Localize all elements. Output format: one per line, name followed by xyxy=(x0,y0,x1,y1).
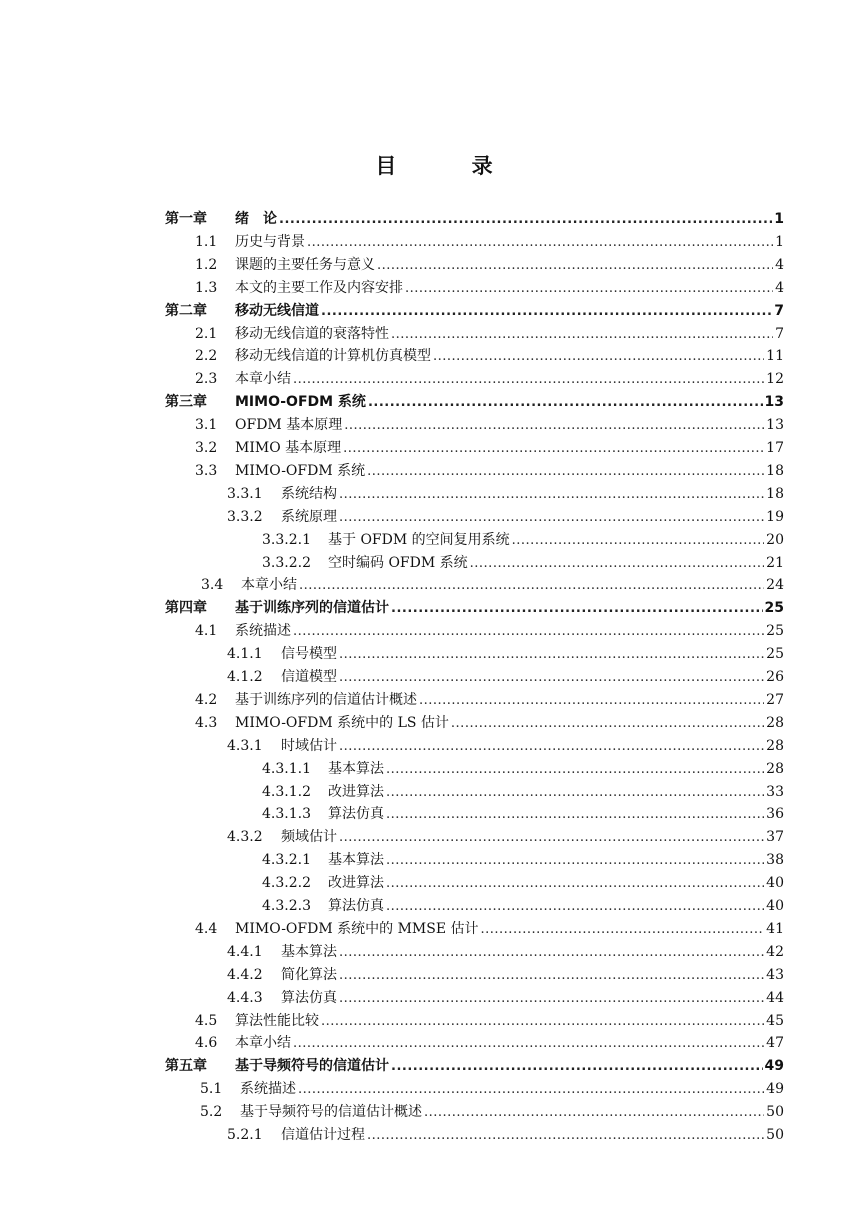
toc-leader-dots xyxy=(386,850,764,872)
toc-entry-number: 2.2 xyxy=(195,348,218,365)
toc-entry xyxy=(262,781,784,803)
toc-chapter-entry xyxy=(165,391,784,413)
toc-chapter-entry xyxy=(165,1055,784,1077)
toc-entry-page: 38 xyxy=(766,852,784,869)
toc-leader-dots xyxy=(391,1056,763,1078)
toc-leader-dots xyxy=(339,484,764,506)
toc-entry xyxy=(227,987,784,1009)
toc-entry-number: 2.1 xyxy=(195,325,218,342)
toc-entry-label: 频域估计 xyxy=(281,829,337,846)
toc-entry-number: 4.3.1.3 xyxy=(262,806,311,823)
toc-entry-number: 4.3.1.1 xyxy=(262,760,311,777)
toc-leader-dots xyxy=(367,1125,764,1147)
toc-entry-page: 20 xyxy=(766,531,784,548)
toc-entry-label: 基于训练序列的信道估计 xyxy=(235,600,389,617)
toc-entry-label: 空时编码 OFDM 系统 xyxy=(328,554,468,571)
toc-entry-page: 11 xyxy=(766,348,784,365)
toc-entry-page: 37 xyxy=(766,829,784,846)
toc-entry-label: MIMO-OFDM 系统中的 MMSE 估计 xyxy=(235,920,479,937)
toc-entry-page: 1 xyxy=(774,211,784,227)
toc-leader-dots xyxy=(377,255,773,277)
toc-entry xyxy=(201,574,784,596)
toc-entry-page: 13 xyxy=(766,417,784,434)
toc-entry-label: 基于训练序列的信道估计概述 xyxy=(235,691,417,708)
toc-entry-page: 50 xyxy=(766,1104,784,1121)
toc-entry xyxy=(195,414,784,436)
toc-leader-dots xyxy=(339,988,764,1010)
toc-entry-number: 5.2 xyxy=(200,1104,223,1121)
toc-entry-number: 3.3 xyxy=(195,462,218,479)
toc-leader-dots xyxy=(293,621,764,643)
toc-entry-number: 4.3.2.3 xyxy=(262,898,311,914)
toc-leader-dots xyxy=(307,232,773,254)
toc-chapter-entry xyxy=(165,208,784,230)
toc-leader-dots xyxy=(386,873,764,895)
toc-entry-number: 第一章 xyxy=(165,211,207,227)
toc-entry xyxy=(227,483,784,505)
toc-entry-label: 本章小结 xyxy=(235,1035,291,1052)
toc-entry-label: MIMO 基本原理 xyxy=(235,440,342,456)
toc-leader-dots xyxy=(419,690,764,712)
toc-leader-dots xyxy=(391,598,763,620)
toc-entry-number: 第四章 xyxy=(165,600,207,617)
toc-entry-number: 4.6 xyxy=(195,1035,218,1052)
toc-entry-page: 25 xyxy=(766,646,784,663)
toc-entry xyxy=(195,437,784,459)
toc-entry-number: 4.4.2 xyxy=(227,966,263,983)
toc-entry-page: 28 xyxy=(766,737,784,754)
toc-leader-dots xyxy=(512,530,765,552)
toc-entry-page: 44 xyxy=(766,989,784,1006)
toc-entry-page: 17 xyxy=(766,440,784,456)
toc-leader-dots xyxy=(293,1033,764,1055)
toc-leader-dots xyxy=(339,942,764,964)
toc-entry xyxy=(262,529,784,551)
toc-entry-label: MIMO-OFDM 系统 xyxy=(235,394,366,411)
toc-entry xyxy=(227,643,784,665)
toc-entry-number: 5.1 xyxy=(200,1081,223,1098)
toc-leader-dots xyxy=(321,1011,764,1033)
toc-entry xyxy=(200,1101,784,1123)
toc-entry xyxy=(195,368,784,390)
toc-entry-label: 系统结构 xyxy=(281,485,337,502)
toc-entry-label: 信道模型 xyxy=(281,669,337,685)
toc-entry-label: 信号模型 xyxy=(281,646,337,663)
toc-entry-number: 4.3.2 xyxy=(227,829,263,846)
toc-entry-number: 4.5 xyxy=(195,1012,218,1029)
toc-entry-number: 4.1 xyxy=(195,623,218,640)
toc-entry-page: 7 xyxy=(774,302,784,319)
toc-entry-label: 信道估计过程 xyxy=(281,1127,365,1143)
toc-entry-page: 49 xyxy=(766,1081,784,1098)
toc-entry xyxy=(195,712,784,734)
toc-leader-dots xyxy=(424,1102,764,1124)
toc-entry-number: 3.3.1 xyxy=(227,485,263,502)
toc-entry-page: 27 xyxy=(766,691,784,708)
toc-entry xyxy=(262,552,784,574)
toc-entry-label: 移动无线信道的衰落特性 xyxy=(235,325,389,342)
toc-entry-number: 5.2.1 xyxy=(227,1127,263,1143)
toc-entry-label: 基本算法 xyxy=(328,852,384,869)
toc-entry-label: 基本算法 xyxy=(328,760,384,777)
toc-entry-page: 7 xyxy=(775,325,784,342)
toc-leader-dots xyxy=(293,369,764,391)
toc-leader-dots xyxy=(470,553,765,575)
toc-entry xyxy=(262,758,784,780)
toc-leader-dots xyxy=(343,438,764,460)
toc-entry-number: 4.3.2.2 xyxy=(262,875,311,892)
toc-entry-page: 28 xyxy=(766,714,784,731)
toc-entry-number: 4.1.1 xyxy=(227,646,263,663)
toc-entry-label: 时域估计 xyxy=(281,737,337,754)
toc-entry xyxy=(227,826,784,848)
toc-leader-dots xyxy=(367,461,764,483)
toc-entry-page: 25 xyxy=(764,600,784,617)
toc-leader-dots xyxy=(386,896,764,918)
toc-entry xyxy=(195,620,784,642)
toc-entry xyxy=(195,1010,784,1032)
toc-entry xyxy=(262,803,784,825)
toc-entry-number: 3.3.2.1 xyxy=(262,531,311,548)
toc-entry-label: 算法仿真 xyxy=(328,806,384,823)
toc-entry-number: 3.4 xyxy=(201,577,224,594)
toc-entry-page: 49 xyxy=(764,1058,784,1075)
toc-entry-page: 50 xyxy=(766,1127,784,1143)
toc-leader-dots xyxy=(321,301,772,323)
toc-entry xyxy=(195,323,784,345)
toc-leader-dots xyxy=(368,392,763,414)
toc-entry-number: 2.3 xyxy=(195,371,218,388)
toc-leader-dots xyxy=(386,782,764,804)
toc-entry-label: 基于 OFDM 的空间复用系统 xyxy=(328,531,510,548)
toc-entry-number: 4.1.2 xyxy=(227,669,263,685)
toc-leader-dots xyxy=(279,209,772,231)
toc-entry xyxy=(227,666,784,688)
toc-entry xyxy=(227,735,784,757)
toc-leader-dots xyxy=(451,713,764,735)
toc-entry-label: 算法性能比较 xyxy=(235,1012,319,1029)
toc-entry-number: 4.3.1.2 xyxy=(262,783,311,800)
toc-entry-page: 36 xyxy=(766,806,784,823)
toc-leader-dots xyxy=(339,965,764,987)
toc-entry-label: 本章小结 xyxy=(235,371,291,388)
toc-entry-page: 19 xyxy=(766,508,784,525)
toc-entry-label: 移动无线信道 xyxy=(235,302,319,319)
toc-leader-dots xyxy=(386,759,764,781)
toc-entry-page: 21 xyxy=(766,554,784,571)
toc-entry-number: 4.3 xyxy=(195,714,218,731)
toc-entry xyxy=(195,460,784,482)
toc-entry xyxy=(227,941,784,963)
toc-entry-page: 4 xyxy=(775,279,784,296)
toc-entry-page: 26 xyxy=(766,669,784,685)
toc-entry-page: 12 xyxy=(766,371,784,388)
toc-entry-label: 基本算法 xyxy=(281,943,337,960)
toc-entry xyxy=(195,689,784,711)
toc-entry-label: 历史与背景 xyxy=(235,233,305,250)
toc-entry-page: 42 xyxy=(766,943,784,960)
toc-entry-page: 18 xyxy=(766,462,784,479)
toc-entry-page: 18 xyxy=(766,485,784,502)
toc-entry xyxy=(195,277,784,299)
toc-entry-label: 系统描述 xyxy=(240,1081,296,1098)
toc-entry xyxy=(227,1124,784,1146)
toc-entry-label: 绪 论 xyxy=(235,211,277,227)
toc-entry-label: 基于导频符号的信道估计 xyxy=(235,1058,389,1075)
toc-entry xyxy=(262,895,784,917)
toc-chapter-entry xyxy=(165,597,784,619)
toc-entry-page: 40 xyxy=(766,875,784,892)
toc-entry-label: 基于导频符号的信道估计概述 xyxy=(240,1104,422,1121)
toc-leader-dots xyxy=(405,278,773,300)
toc-entry-label: 系统描述 xyxy=(235,623,291,640)
toc-leader-dots xyxy=(339,667,764,689)
toc-entry-label: 课题的主要任务与意义 xyxy=(235,256,375,273)
toc-entry-number: 3.1 xyxy=(195,417,218,434)
toc-entry-label: 改进算法 xyxy=(328,875,384,892)
toc-entry-label: 系统原理 xyxy=(281,508,337,525)
toc-entry-label: MIMO-OFDM 系统 xyxy=(235,462,366,479)
toc-leader-dots xyxy=(339,644,764,666)
toc-entry xyxy=(200,1078,784,1100)
toc-entry-label: 算法仿真 xyxy=(328,898,384,914)
toc-entry-number: 1.3 xyxy=(195,279,218,296)
toc-leader-dots xyxy=(339,827,764,849)
toc-entry-label: 本文的主要工作及内容安排 xyxy=(235,279,403,296)
toc-entry xyxy=(195,231,784,253)
toc-entry-page: 4 xyxy=(775,256,784,273)
toc-entry-number: 4.4.1 xyxy=(227,943,263,960)
toc-entry-label: MIMO-OFDM 系统中的 LS 估计 xyxy=(235,714,449,731)
toc-entry-number: 4.4 xyxy=(195,920,218,937)
toc-entry-number: 1.2 xyxy=(195,256,218,273)
toc-entry-label: OFDM 基本原理 xyxy=(235,417,343,434)
toc-entry-number: 3.3.2 xyxy=(227,508,263,525)
toc-entry-number: 3.2 xyxy=(195,440,218,456)
toc-entry-page: 1 xyxy=(775,233,784,250)
toc-entry-number: 4.4.3 xyxy=(227,989,263,1006)
toc-entry-page: 45 xyxy=(766,1012,784,1029)
toc-entry-number: 4.2 xyxy=(195,691,218,708)
toc-entry-label: 算法仿真 xyxy=(281,989,337,1006)
toc-entry-page: 40 xyxy=(766,898,784,914)
toc-entry-page: 25 xyxy=(766,623,784,640)
toc-entry-number: 第三章 xyxy=(165,394,207,411)
toc-entry-label: 移动无线信道的计算机仿真模型 xyxy=(235,348,431,365)
toc-entry xyxy=(227,964,784,986)
toc-leader-dots xyxy=(299,575,764,597)
toc-leader-dots xyxy=(339,736,764,758)
toc-leader-dots xyxy=(298,1079,764,1101)
toc-entry xyxy=(195,1032,784,1054)
toc-entry-number: 3.3.2.2 xyxy=(262,554,311,571)
toc-entry-number: 4.3.1 xyxy=(227,737,263,754)
page-title: 目 录 xyxy=(375,154,527,178)
toc-entry xyxy=(195,254,784,276)
toc-entry-label: 本章小结 xyxy=(241,577,297,594)
toc-entry-page: 13 xyxy=(764,394,784,411)
toc-entry xyxy=(195,345,784,367)
toc-leader-dots xyxy=(433,346,764,368)
toc-entry xyxy=(262,872,784,894)
toc-entry-number: 1.1 xyxy=(195,233,218,250)
toc-entry xyxy=(195,918,784,940)
toc-entry-page: 28 xyxy=(766,760,784,777)
toc-leader-dots xyxy=(339,507,764,529)
toc-entry-number: 4.3.2.1 xyxy=(262,852,311,869)
toc-chapter-entry xyxy=(165,300,784,322)
toc-entry-number: 第五章 xyxy=(165,1058,207,1075)
toc-leader-dots xyxy=(391,324,773,346)
toc-entry xyxy=(227,506,784,528)
toc-entry-label: 简化算法 xyxy=(281,966,337,983)
toc-entry-label: 改进算法 xyxy=(328,783,384,800)
toc-entry xyxy=(262,849,784,871)
toc-entry-number: 第二章 xyxy=(165,302,207,319)
toc-leader-dots xyxy=(344,415,764,437)
toc-entry-page: 47 xyxy=(766,1035,784,1052)
toc-entry-page: 41 xyxy=(766,920,784,937)
toc-leader-dots xyxy=(386,804,764,826)
toc-leader-dots xyxy=(481,919,765,941)
toc-entry-page: 33 xyxy=(766,783,784,800)
toc-entry-page: 24 xyxy=(766,577,784,594)
toc-entry-page: 43 xyxy=(766,966,784,983)
